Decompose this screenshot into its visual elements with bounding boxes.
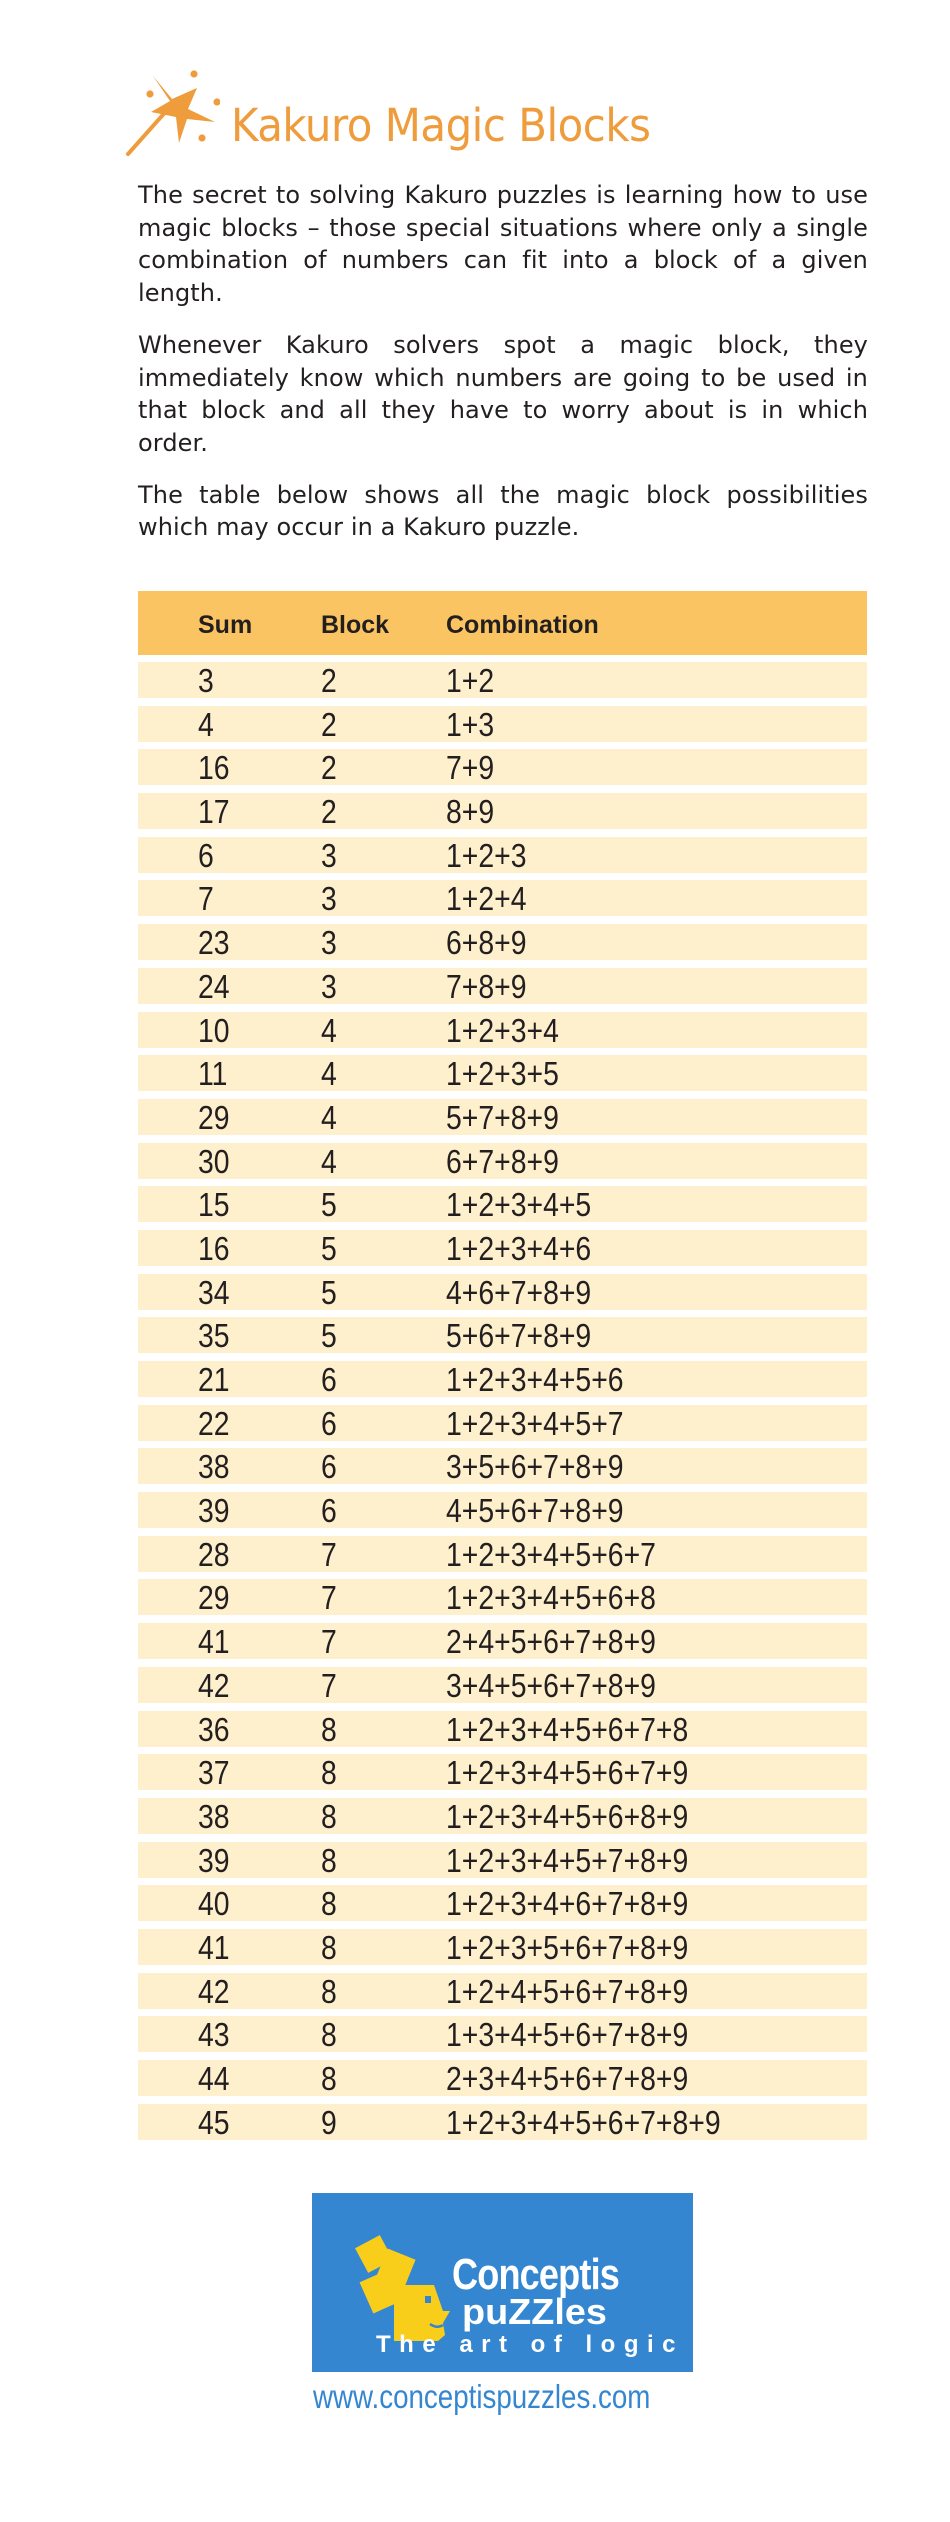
sum-cell: 29 (198, 1098, 230, 1136)
sum-cell: 3 (198, 662, 214, 699)
block-cell: 5 (321, 1273, 337, 1311)
table-row (138, 1754, 867, 1790)
table-row (138, 2016, 867, 2052)
table-row (138, 1579, 867, 1615)
combination-cell: 7+9 (446, 749, 495, 787)
block-cell: 2 (321, 793, 337, 831)
sum-cell: 23 (198, 924, 230, 962)
combination-cell: 1+2 (446, 662, 495, 699)
sum-cell: 39 (198, 1492, 230, 1530)
combination-cell: 1+2+3+4+5+6+7 (446, 1535, 656, 1573)
combination-cell: 1+2+3+4 (446, 1011, 559, 1049)
table-row (138, 1274, 867, 1310)
sum-cell: 45 (198, 2103, 230, 2141)
sum-cell: 34 (198, 1273, 230, 1311)
block-cell: 7 (321, 1666, 337, 1704)
block-cell: 6 (321, 1448, 337, 1486)
combination-cell: 1+2+4+5+6+7+8+9 (446, 1972, 689, 2010)
block-cell: 5 (321, 1317, 337, 1355)
table-row (138, 1099, 867, 1135)
combination-cell: 2+3+4+5+6+7+8+9 (446, 2060, 689, 2097)
block-cell: 3 (321, 967, 337, 1005)
table-row (138, 2104, 867, 2140)
combination-cell: 1+3+4+5+6+7+8+9 (446, 2016, 689, 2054)
block-cell: 4 (321, 1011, 337, 1049)
table-row (138, 1667, 867, 1703)
table-row (138, 1055, 867, 1091)
sum-cell: 7 (198, 880, 214, 918)
sum-cell: 16 (198, 1229, 230, 1267)
combination-cell: 1+2+3+4+5+7+8+9 (446, 1841, 689, 1879)
combination-cell: 1+3 (446, 705, 495, 743)
table-row (138, 1842, 867, 1878)
block-cell: 7 (321, 1579, 337, 1617)
combination-cell: 1+2+3+5 (446, 1055, 559, 1093)
block-cell: 8 (321, 2016, 337, 2054)
combination-cell: 1+2+4 (446, 880, 527, 918)
combination-cell: 1+2+3+4+5+6+7+9 (446, 1754, 689, 1792)
table-row (138, 1405, 867, 1441)
block-cell: 8 (321, 1885, 337, 1923)
sum-cell: 16 (198, 749, 230, 787)
combination-cell: 1+2+3+4+6+7+8+9 (446, 1885, 689, 1923)
column-header-sum: Sum (198, 611, 253, 639)
block-cell: 8 (321, 1841, 337, 1879)
page-title: Kakuro Magic Blocks (231, 99, 651, 152)
logo-brand-line1: Conceptis (452, 2250, 620, 2299)
block-cell: 4 (321, 1142, 337, 1180)
combination-cell: 6+7+8+9 (446, 1142, 559, 1180)
sum-cell: 11 (198, 1055, 228, 1093)
sum-cell: 21 (198, 1361, 230, 1398)
table-row (138, 1186, 867, 1222)
combination-cell: 4+5+6+7+8+9 (446, 1492, 624, 1530)
column-header-combination: Combination (446, 611, 599, 639)
combination-cell: 1+2+3+4+6 (446, 1229, 592, 1267)
combination-cell: 1+2+3+4+5 (446, 1186, 592, 1224)
combination-cell: 8+9 (446, 793, 495, 831)
sum-cell: 41 (198, 1623, 230, 1661)
table-row (138, 749, 867, 785)
table-row (138, 1536, 867, 1572)
sum-cell: 22 (198, 1404, 230, 1442)
table-row (138, 1317, 867, 1353)
combination-cell: 4+6+7+8+9 (446, 1273, 592, 1311)
table-row (138, 1361, 867, 1397)
column-header-block: Block (321, 611, 390, 639)
table-row (138, 1012, 867, 1048)
website-link[interactable]: www.conceptispuzzles.com (313, 2378, 651, 2415)
sum-cell: 42 (198, 1666, 230, 1704)
table-row (138, 837, 867, 873)
table-body (138, 662, 867, 2140)
conceptis-logo (312, 2193, 693, 2372)
table-row (138, 1448, 867, 1484)
table-row (138, 1929, 867, 1965)
sum-cell: 44 (198, 2060, 230, 2097)
block-cell: 2 (321, 749, 337, 787)
sum-cell: 40 (198, 1885, 230, 1923)
sum-cell: 39 (198, 1841, 230, 1879)
block-cell: 4 (321, 1055, 337, 1093)
table-header (138, 591, 867, 655)
table-row (138, 1492, 867, 1528)
block-cell: 6 (321, 1361, 337, 1398)
combination-cell: 3+5+6+7+8+9 (446, 1448, 624, 1486)
logo-brand (452, 2250, 656, 2332)
block-cell: 4 (321, 1098, 337, 1136)
block-cell: 3 (321, 880, 337, 918)
combination-cell: 3+4+5+6+7+8+9 (446, 1666, 656, 1704)
combination-cell: 1+2+3+4+5+6+8+9 (446, 1797, 689, 1835)
sum-cell: 38 (198, 1797, 230, 1835)
combination-cell: 1+2+3+4+5+6+7+8+9 (446, 2103, 721, 2141)
intro-paragraph: The table below shows all the magic block possibilities which may occur in a Kakuro puzzle. (138, 480, 868, 542)
block-cell: 2 (321, 705, 337, 743)
table-row (138, 880, 867, 916)
block-cell: 9 (321, 2103, 337, 2141)
table-row (138, 1885, 867, 1921)
table-row (138, 793, 867, 829)
block-cell: 2 (321, 662, 337, 699)
sum-cell: 10 (198, 1011, 230, 1049)
combination-cell: 1+2+3+5+6+7+8+9 (446, 1928, 689, 1966)
block-cell: 5 (321, 1229, 337, 1267)
logo-tagline: The art of logic (376, 2331, 685, 2358)
table-row (138, 2060, 867, 2096)
sum-cell: 29 (198, 1579, 230, 1617)
logo-brand-line2: puZZles (462, 2291, 607, 2332)
block-cell: 8 (321, 1710, 337, 1748)
table-row (138, 1711, 867, 1747)
sum-cell: 17 (198, 793, 230, 831)
table-row (138, 924, 867, 960)
block-cell: 7 (321, 1535, 337, 1573)
sum-cell: 6 (198, 836, 214, 874)
block-cell: 7 (321, 1623, 337, 1661)
block-cell: 8 (321, 1754, 337, 1792)
table-row (138, 1973, 867, 2009)
table-row (138, 1143, 867, 1179)
intro-paragraph: The secret to solving Kakuro puzzles is learning how to use magic blocks – those special situations where only a single combination of numbers can fit into a block of a given length. (138, 181, 868, 308)
table-row (138, 1798, 867, 1834)
combination-cell: 2+4+5+6+7+8+9 (446, 1623, 656, 1661)
combination-cell: 5+7+8+9 (446, 1098, 559, 1136)
block-cell: 6 (321, 1404, 337, 1442)
combination-cell: 6+8+9 (446, 924, 527, 962)
block-cell: 8 (321, 1972, 337, 2010)
block-cell: 3 (321, 836, 337, 874)
sum-cell: 30 (198, 1142, 230, 1180)
combination-cell: 5+6+7+8+9 (446, 1317, 592, 1355)
block-cell: 6 (321, 1492, 337, 1530)
sum-cell: 42 (198, 1972, 230, 2010)
sum-cell: 43 (198, 2016, 230, 2054)
sum-cell: 4 (198, 705, 214, 743)
block-cell: 8 (321, 1797, 337, 1835)
combination-cell: 7+8+9 (446, 967, 527, 1005)
sum-cell: 41 (198, 1928, 230, 1966)
block-cell: 8 (321, 1928, 337, 1966)
block-cell: 5 (321, 1186, 337, 1224)
intro-text (138, 179, 868, 563)
table-row (138, 706, 867, 742)
page-header (125, 66, 885, 158)
table-row (138, 968, 867, 1004)
intro-paragraph: Whenever Kakuro solvers spot a magic block, they immediately know which numbers are going to be used in that block and all they have to worry about is in which order. (138, 330, 868, 457)
combination-cell: 1+2+3+4+5+6 (446, 1361, 624, 1398)
sum-cell: 36 (198, 1710, 230, 1748)
thinking-head-icon (337, 2223, 457, 2343)
block-cell: 8 (321, 2060, 337, 2097)
sum-cell: 37 (198, 1754, 230, 1792)
combination-cell: 1+2+3+4+5+7 (446, 1404, 624, 1442)
table-row (138, 1623, 867, 1659)
table-row (138, 1230, 867, 1266)
sum-cell: 24 (198, 967, 230, 1005)
combination-cell: 1+2+3+4+5+6+7+8 (446, 1710, 689, 1748)
sum-cell: 35 (198, 1317, 230, 1355)
magic-wand-icon (125, 66, 220, 156)
table-row (138, 662, 867, 698)
sum-cell: 38 (198, 1448, 230, 1486)
sum-cell: 28 (198, 1535, 230, 1573)
combination-cell: 1+2+3+4+5+6+8 (446, 1579, 656, 1617)
combination-cell: 1+2+3 (446, 836, 527, 874)
block-cell: 3 (321, 924, 337, 962)
magic-blocks-table (138, 591, 867, 2140)
sum-cell: 15 (198, 1186, 230, 1224)
